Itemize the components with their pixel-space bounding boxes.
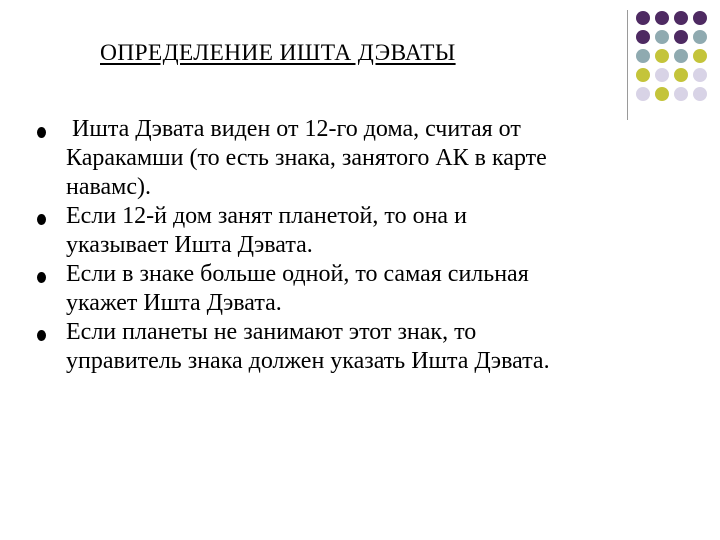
- bullet-item: [30, 202, 690, 260]
- bullet-line: Ишта Дэвата виден от 12-го дома, считая от: [66, 116, 521, 142]
- decorative-dot: [636, 11, 650, 25]
- bullet-line: управитель знака должен указать Ишта Дэвата.: [66, 348, 550, 374]
- bullet-item: [30, 318, 690, 376]
- bullet-line: Каракамши (то есть знака, занятого АК в карте: [66, 145, 547, 171]
- decorative-dot: [655, 49, 669, 63]
- decorative-dot: [674, 68, 688, 82]
- decorative-dot: [693, 11, 707, 25]
- bullet-line: Если планеты не занимают этот знак, то: [66, 319, 477, 345]
- decorative-dot: [636, 30, 650, 44]
- decorative-dot: [655, 87, 669, 101]
- bullet-list: [30, 115, 690, 376]
- decorative-dot: [636, 49, 650, 63]
- slide-title: ОПРЕДЕЛЕНИЕ ИШТА ДЭВАТЫ: [100, 40, 456, 66]
- vertical-divider-line: [627, 10, 628, 120]
- decorative-dot: [674, 49, 688, 63]
- decorative-dot: [655, 68, 669, 82]
- bullet-marker-icon: [37, 127, 46, 138]
- decorative-dot: [674, 11, 688, 25]
- bullet-marker-icon: [37, 214, 46, 225]
- bullet-line: навамс).: [66, 174, 151, 200]
- decorative-dot: [655, 11, 669, 25]
- decorative-dot: [693, 30, 707, 44]
- bullet-line: укажет Ишта Дэвата.: [66, 290, 282, 316]
- bullet-line: Если в знаке больше одной, то самая сильная: [66, 261, 529, 287]
- bullet-line: указывает Ишта Дэвата.: [66, 232, 313, 258]
- decorative-dot: [674, 87, 688, 101]
- decorative-dot: [693, 87, 707, 101]
- bullet-marker-icon: [37, 330, 46, 341]
- decorative-dot: [693, 49, 707, 63]
- decorative-dot: [655, 30, 669, 44]
- bullet-item: [30, 115, 690, 202]
- decorative-dot: [693, 68, 707, 82]
- bullet-item: [30, 260, 690, 318]
- bullet-line: Если 12-й дом занят планетой, то она и: [66, 203, 467, 229]
- decorative-dot: [674, 30, 688, 44]
- bullet-marker-icon: [37, 272, 46, 283]
- decorative-dot-grid: [636, 11, 720, 111]
- decorative-dot: [636, 68, 650, 82]
- decorative-dot: [636, 87, 650, 101]
